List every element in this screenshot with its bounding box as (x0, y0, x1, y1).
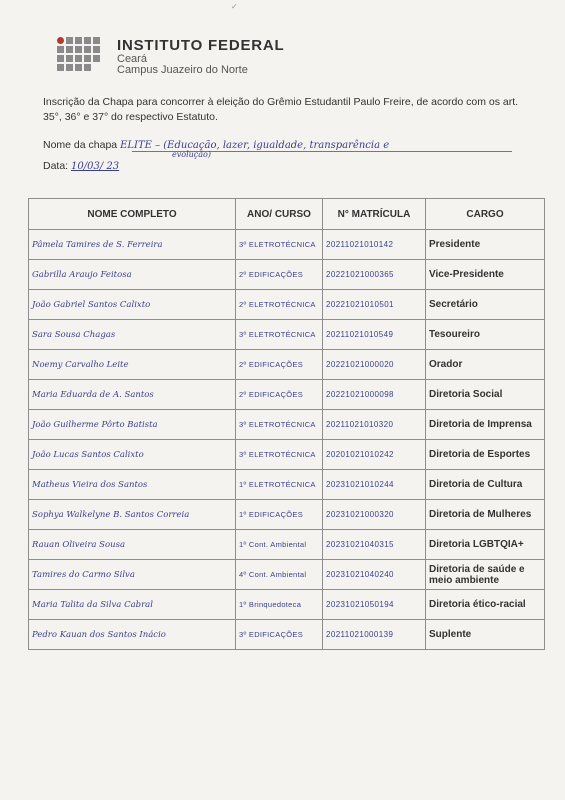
member-cargo: Tesoureiro (426, 320, 545, 350)
member-course: 3º ELETROTÉCNICA (236, 410, 323, 440)
member-matricula: 20231021050194 (323, 590, 426, 620)
corner-check-mark: ✓ (231, 2, 238, 11)
table-row (29, 260, 545, 290)
member-matricula: 20211021010320 (323, 410, 426, 440)
member-cargo: Secretário (426, 290, 545, 320)
member-cargo: Diretoria de Esportes (426, 440, 545, 470)
member-matricula: 20231021040315 (323, 530, 426, 560)
institution-header (117, 38, 285, 77)
member-name: Gabrilla Araujo Feitosa (29, 260, 236, 290)
member-course: 3º ELETROTÉCNICA (236, 320, 323, 350)
table-row (29, 230, 545, 260)
member-cargo: Suplente (426, 620, 545, 650)
member-name: Sara Sousa Chagas (29, 320, 236, 350)
member-name: Maria Talita da Silva Cabral (29, 590, 236, 620)
member-cargo: Orador (426, 350, 545, 380)
intro-paragraph: Inscrição da Chapa para concorrer à eleição do Grêmio Estudantil Paulo Freire, de acordo com os art. 35°, 36° e 37° do respectivo Estatuto. (43, 96, 519, 123)
member-matricula: 20211021010549 (323, 320, 426, 350)
institute-logo (57, 37, 105, 77)
member-matricula: 20231021000320 (323, 500, 426, 530)
member-course: 3º ELETROTÉCNICA (236, 230, 323, 260)
member-name: Sophya Walkelyne B. Santos Correia (29, 500, 236, 530)
chapa-value-continuation: evolução) (172, 150, 211, 159)
registration-table (28, 198, 545, 650)
member-name: João Guilherme Pôrto Batista (29, 410, 236, 440)
member-cargo: Diretoria de Imprensa (426, 410, 545, 440)
column-header-name: NOME COMPLETO (29, 199, 236, 230)
member-cargo: Diretoria Social (426, 380, 545, 410)
member-name: Pedro Kauan dos Santos Inácio (29, 620, 236, 650)
table-row (29, 530, 545, 560)
chapa-name-line (43, 139, 389, 151)
table-header-row (29, 199, 545, 230)
member-course: 2º EDIFICAÇÕES (236, 380, 323, 410)
member-matricula: 20221021000020 (323, 350, 426, 380)
member-course: 2º EDIFICAÇÕES (236, 350, 323, 380)
member-name: Maria Eduarda de A. Santos (29, 380, 236, 410)
table-row (29, 350, 545, 380)
member-cargo: Diretoria de Mulheres (426, 500, 545, 530)
member-course: 4º Cont. Ambiental (236, 560, 323, 590)
member-name: Matheus Vieira dos Santos (29, 470, 236, 500)
date-value: 10/03/ 23 (71, 161, 120, 172)
table-row (29, 290, 545, 320)
member-course: 1º Cont. Ambiental (236, 530, 323, 560)
member-matricula: 20231021040240 (323, 560, 426, 590)
member-matricula: 20221021000365 (323, 260, 426, 290)
column-header-course: ANO/ CURSO (236, 199, 323, 230)
column-header-cargo: CARGO (426, 199, 545, 230)
member-course: 3º ELETROTÉCNICA (236, 440, 323, 470)
table-row (29, 500, 545, 530)
chapa-label: Nome da chapa (43, 139, 118, 151)
institution-campus: Campus Juazeiro do Norte (117, 64, 248, 77)
member-course: 3º EDIFICAÇÕES (236, 620, 323, 650)
member-cargo: Vice-Presidente (426, 260, 545, 290)
chapa-value: ELITE – (Educação, lazer, igualdade, transparência e (120, 140, 390, 151)
member-name: Noemy Carvalho Leite (29, 350, 236, 380)
member-cargo: Presidente (426, 230, 545, 260)
member-cargo: Diretoria LGBTQIA+ (426, 530, 545, 560)
member-cargo: Diretoria de saúde e meio ambiente (426, 560, 545, 590)
member-matricula: 20211021010142 (323, 230, 426, 260)
member-matricula: 20221021000098 (323, 380, 426, 410)
date-line (43, 160, 119, 172)
member-course: 1º EDIFICAÇÕES (236, 500, 323, 530)
institution-name: INSTITUTO FEDERAL (117, 37, 285, 54)
institution-state: Ceará (117, 52, 147, 65)
member-name: Pâmela Tamires de S. Ferreira (29, 230, 236, 260)
member-name: João Gabriel Santos Calixto (29, 290, 236, 320)
member-name: Tamires do Carmo Silva (29, 560, 236, 590)
member-course: 1º ELETROTÉCNICA (236, 470, 323, 500)
table-row (29, 470, 545, 500)
member-matricula: 20201021010242 (323, 440, 426, 470)
date-label: Data: (43, 160, 69, 172)
member-course: 2º EDIFICAÇÕES (236, 260, 323, 290)
table-row (29, 560, 545, 590)
member-name: Rauan Oliveira Sousa (29, 530, 236, 560)
table-row (29, 320, 545, 350)
member-matricula: 20211021000139 (323, 620, 426, 650)
table-row (29, 590, 545, 620)
table-row (29, 620, 545, 650)
table-row (29, 440, 545, 470)
table-row (29, 410, 545, 440)
member-course: 2º ELETROTÉCNICA (236, 290, 323, 320)
member-cargo: Diretoria ético-racial (426, 590, 545, 620)
column-header-matricula: N° MATRÍCULA (323, 199, 426, 230)
member-matricula: 20231021010244 (323, 470, 426, 500)
member-matricula: 20221021010501 (323, 290, 426, 320)
member-cargo: Diretoria de Cultura (426, 470, 545, 500)
member-name: João Lucas Santos Calixto (29, 440, 236, 470)
table-row (29, 380, 545, 410)
member-course: 1º Brinquedoteca (236, 590, 323, 620)
